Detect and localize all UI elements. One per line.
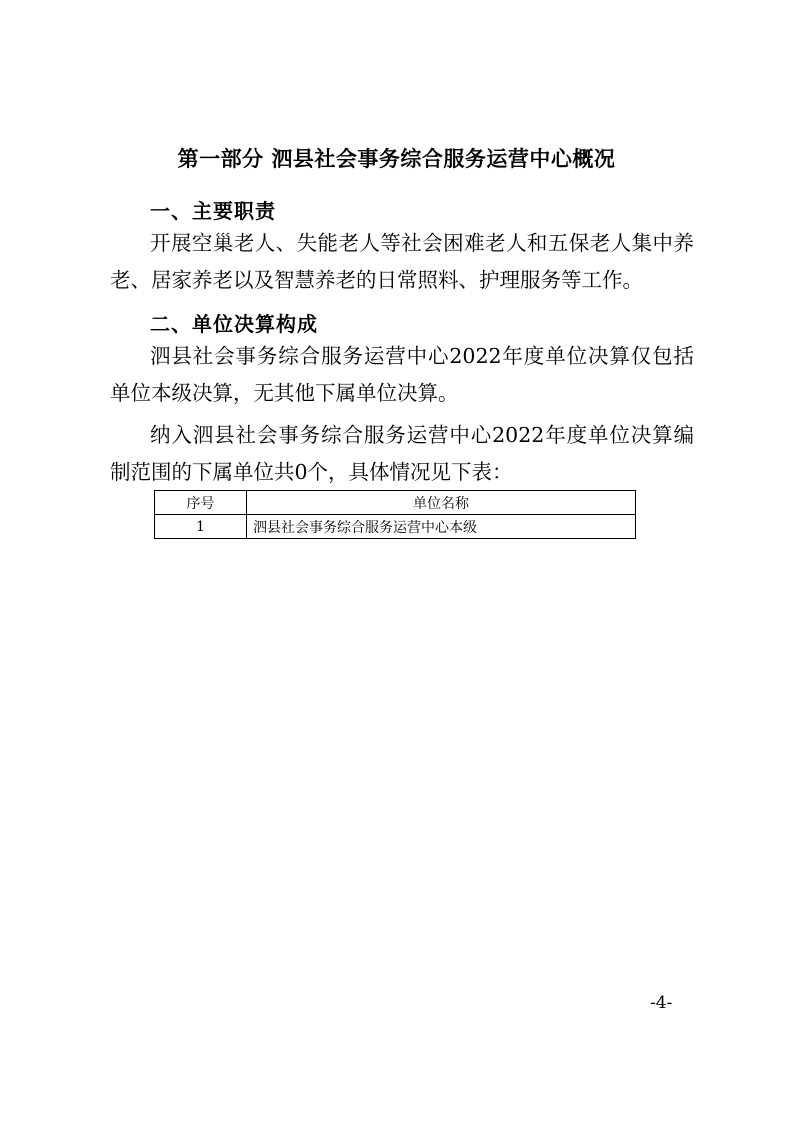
units-table	[154, 490, 636, 539]
section-heading-duties: 一、主要职责	[150, 199, 276, 223]
table-cell-index: 1	[155, 515, 247, 539]
table-row	[155, 515, 636, 539]
page-number: -4-	[650, 993, 673, 1013]
table-cell-unit-name: 泗县社会事务综合服务运营中心本级	[247, 515, 636, 539]
paragraph-composition-2: 纳入泗县社会事务综合服务运营中心2022年度单位决算编制范围的下属单位共0个，具体情况见下表：	[110, 423, 694, 484]
table-header-unit-name: 单位名称	[247, 491, 636, 515]
table-header-index: 序号	[155, 491, 247, 515]
section-heading-composition: 二、单位决算构成	[150, 312, 318, 336]
paragraph-composition-1: 泗县社会事务综合服务运营中心2022年度单位决算仅包括单位本级决算，无其他下属单位决算。	[110, 344, 694, 405]
table-header-row	[155, 491, 636, 515]
paragraph-duties: 开展空巢老人、失能老人等社会困难老人和五保老人集中养老、居家养老以及智慧养老的日常照料、护理服务等工作。	[110, 231, 694, 292]
page-title: 第一部分 泗县社会事务综合服务运营中心概况	[177, 147, 616, 171]
